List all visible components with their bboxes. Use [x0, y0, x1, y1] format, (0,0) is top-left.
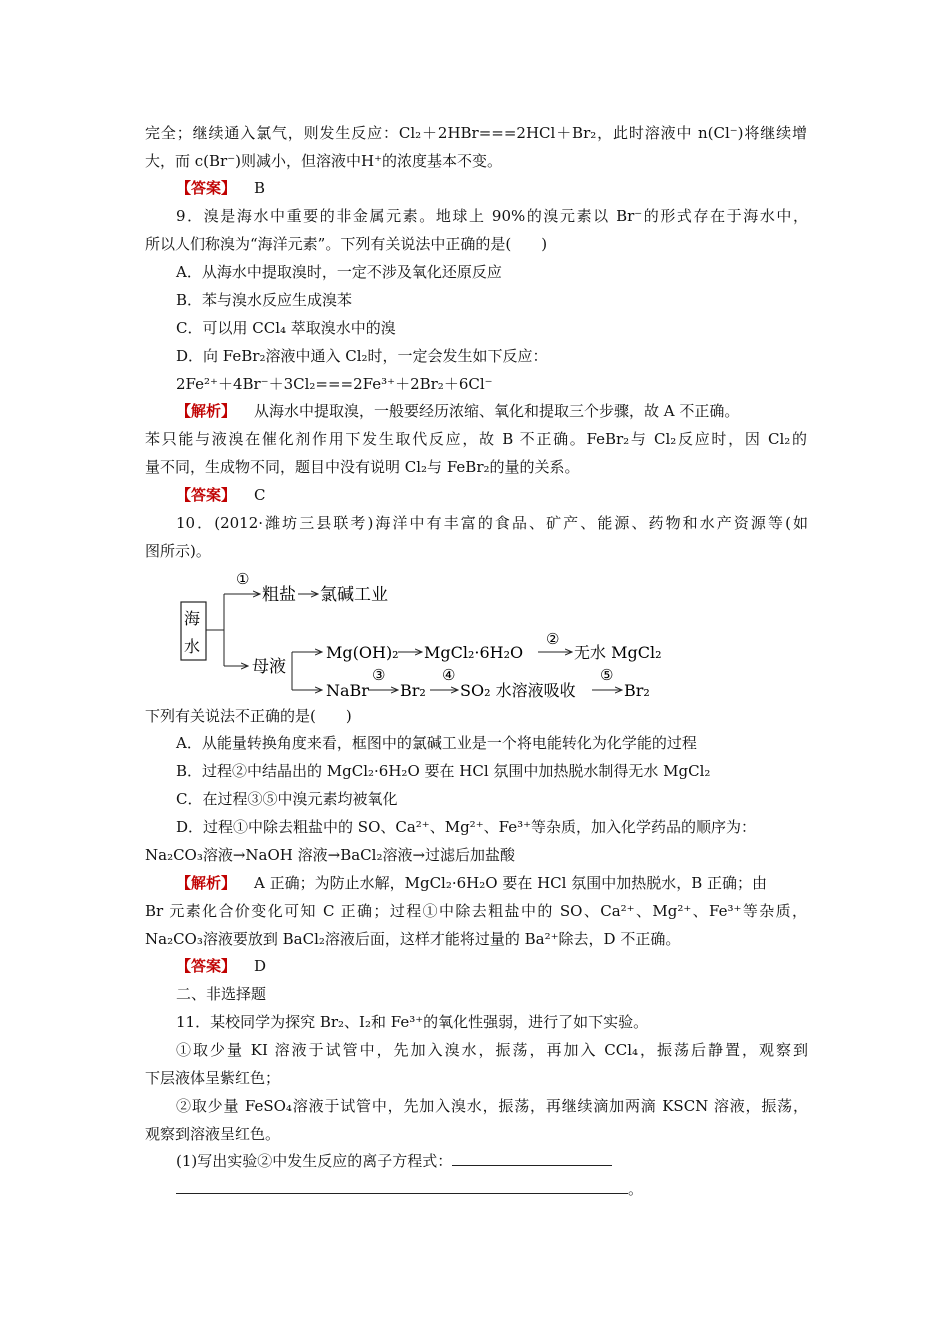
circle-2: ② [546, 630, 560, 648]
paragraph-line: 大，而 c(Br⁻)则减小，但溶液中H⁺的浓度基本不变。 [145, 152, 502, 170]
circle-5: ⑤ [600, 666, 614, 684]
analysis-text: 从海水中提取溴，一般要经历浓缩、氧化和提取三个步骤，故 A 不正确。 [254, 402, 740, 420]
analysis-text: A 正确；为防止水解，MgCl₂·6H₂O 要在 HCl 氛围中加热脱水，B 正确；由 [254, 874, 768, 892]
label-br2-a: Br₂ [400, 681, 426, 700]
question-line: ②取少量 FeSO₄溶液于试管中，先加入溴水，振荡，再继续滴加两滴 KSCN 溶液，振荡， [176, 1097, 808, 1115]
option-c: C．可以用 CCl₄ 萃取溴水中的溴 [176, 319, 396, 337]
answer-value: C [254, 486, 266, 504]
label-anhydrous: 无水 MgCl₂ [574, 643, 662, 662]
question-stem: 下列有关说法不正确的是( ) [145, 707, 352, 725]
option-d-cont: Na₂CO₃溶液→NaOH 溶液→BaCl₂溶液→过滤后加盐酸 [145, 846, 516, 864]
analysis-tag: 【解析】 [176, 874, 237, 892]
fill-in-line [176, 1179, 643, 1199]
answer-tag: 【答案】 [176, 957, 237, 975]
answer-tag: 【答案】 [176, 486, 237, 504]
option-d: D．向 FeBr₂溶液中通入 Cl₂时，一定会发生如下反应： [176, 347, 548, 365]
option-b: B．过程②中结晶出的 MgCl₂·6H₂O 要在 HCl 氛围中加热脱水制得无水 MgCl₂ [176, 762, 711, 780]
label-lvjian: 氯碱工业 [320, 585, 388, 605]
question-line: 9．溴是海水中重要的非金属元素。地球上 90%的溴元素以 Br⁻的形式存在于海水中， [176, 207, 808, 225]
label-muye: 母液 [252, 657, 286, 677]
box-text-top: 海 [184, 609, 201, 628]
answer-blank[interactable] [452, 1151, 612, 1166]
box-text-bottom: 水 [184, 637, 201, 656]
circle-3: ③ [372, 666, 386, 684]
fill-in-line [176, 1151, 612, 1171]
question-line: 11．某校同学为探究 Br₂、I₂和 Fe³⁺的氧化性强弱，进行了如下实验。 [176, 1013, 649, 1031]
analysis-line: Br 元素化合价变化可知 C 正确；过程①中除去粗盐中的 SO、Ca²⁺、Mg²⁺、Fe³⁺等杂质， [145, 902, 807, 920]
answer-line [176, 956, 266, 976]
paragraph-line: 完全；继续通入氯气，则发生反应：Cl₂＋2HBr===2HCl＋Br₂，此时溶液中 n(Cl⁻)将继续增 [145, 124, 807, 142]
equation-line: 2Fe²⁺＋4Br⁻＋3Cl₂===2Fe³⁺＋2Br₂＋6Cl⁻ [176, 375, 493, 393]
option-b: B．苯与溴水反应生成溴苯 [176, 291, 353, 309]
label-nabr: NaBr [326, 681, 369, 700]
analysis-line: 苯只能与液溴在催化剂作用下发生取代反应，故 B 不正确。FeBr₂与 Cl₂反应时，因 Cl₂的 [145, 430, 807, 448]
answer-value: B [254, 179, 266, 197]
option-a: A．从海水中提取溴时，一定不涉及氧化还原反应 [176, 263, 502, 281]
analysis-line [176, 401, 739, 421]
analysis-line: 量不同，生成物不同，题目中没有说明 Cl₂与 FeBr₂的量的关系。 [145, 458, 580, 476]
period-mark: 。 [628, 1180, 644, 1198]
label-mgcl2-hydrate: MgCl₂·6H₂O [424, 643, 524, 662]
option-a: A．从能量转换角度来看，框图中的氯碱工业是一个将电能转化为化学能的过程 [176, 734, 697, 752]
question-line: 图所示)。 [145, 542, 211, 560]
question-line: 10．(2012·潍坊三县联考)海洋中有丰富的食品、矿产、能源、药物和水产资源等(如 [176, 514, 808, 532]
answer-line [176, 485, 266, 505]
question-line: 下层液体呈紫红色； [145, 1069, 281, 1087]
question-line: ①取少量 KI 溶液于试管中，先加入溴水，振荡，再加入 CCl₄，振荡后静置，观察到 [176, 1041, 808, 1059]
section-heading: 二、非选择题 [176, 985, 267, 1003]
analysis-line: Na₂CO₃溶液要放到 BaCl₂溶液后面，这样才能将过量的 Ba²⁺除去，D 不正确。 [145, 930, 681, 948]
answer-tag: 【答案】 [176, 179, 237, 197]
answer-line [176, 178, 265, 198]
circle-1: ① [236, 570, 250, 588]
seawater-flow-diagram [176, 566, 676, 706]
analysis-line [176, 873, 767, 893]
label-cuyan: 粗盐 [262, 585, 296, 605]
answer-blank[interactable] [176, 1179, 628, 1194]
answer-value: D [254, 957, 267, 975]
label-so2: SO₂ 水溶液吸收 [460, 681, 576, 700]
option-d: D．过程①中除去粗盐中的 SO、Ca²⁺、Mg²⁺、Fe³⁺等杂质，加入化学药品的顺序为： [176, 818, 757, 836]
question-line: 观察到溶液呈红色。 [145, 1125, 281, 1143]
option-c: C．在过程③⑤中溴元素均被氧化 [176, 790, 398, 808]
label-br2-b: Br₂ [624, 681, 650, 700]
question-line: 所以人们称溴为“海洋元素”。下列有关说法中正确的是( ) [145, 235, 548, 253]
label-mgoh: Mg(OH)₂ [326, 643, 399, 662]
analysis-tag: 【解析】 [176, 402, 237, 420]
circle-4: ④ [442, 666, 456, 684]
prompt-text: (1)写出实验②中发生反应的离子方程式： [176, 1152, 453, 1170]
